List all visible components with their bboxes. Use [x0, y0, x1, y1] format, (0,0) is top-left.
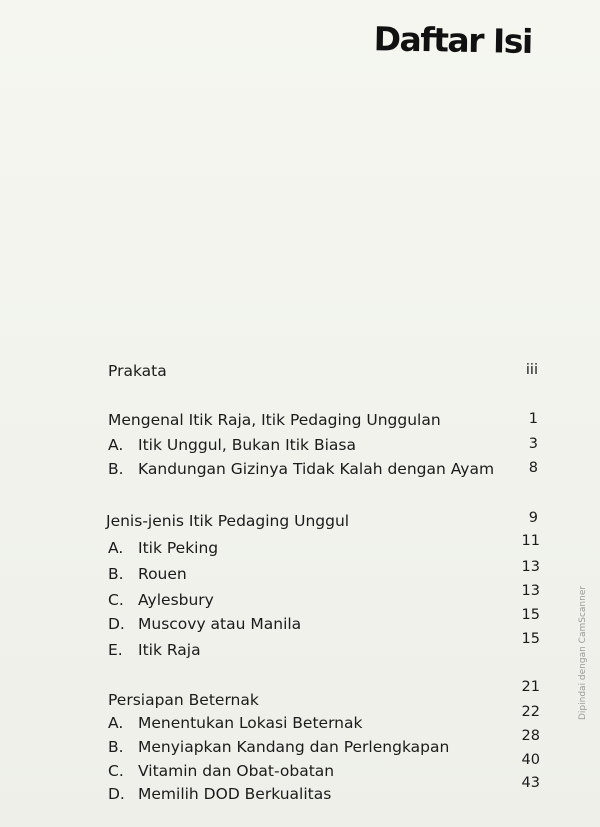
toc-entry-page: 13 — [521, 559, 540, 575]
toc-entry-page: 11 — [521, 533, 540, 549]
toc-entry-label: Vitamin dan Obat-obatan — [138, 762, 335, 780]
toc-entry-label: Persiapan Beternak — [108, 691, 259, 709]
toc-entry-label: Prakata — [108, 362, 167, 380]
toc-entry-page: 40 — [521, 752, 540, 768]
toc-chapter-3 — [0, 679, 600, 713]
toc-section-3c — [0, 752, 600, 784]
toc-section-2d — [0, 607, 600, 637]
toc-section-2a — [0, 533, 600, 561]
toc-entry-label: Menentukan Lokasi Beternak — [138, 714, 363, 732]
toc-entry-letter: A. — [108, 714, 124, 732]
toc-entry-label: Menyiapkan Kandang dan Perlengkapan — [138, 738, 450, 756]
toc-entry-label: Kandungan Gizinya Tidak Kalah dengan Ayam — [138, 460, 495, 478]
toc-entry-label: Aylesbury — [138, 591, 214, 609]
toc-entry-page: 9 — [528, 510, 538, 526]
toc-section-2b — [0, 559, 600, 587]
toc-entry-letter: E. — [108, 641, 123, 659]
toc-section-1b — [0, 460, 600, 482]
toc-entry-page: 15 — [521, 607, 540, 623]
toc-chapter-2 — [0, 512, 600, 534]
toc-entry-letter: B. — [108, 460, 124, 478]
toc-section-2c — [0, 583, 600, 613]
toc-section-3b — [0, 728, 600, 760]
toc-entry-page: 15 — [521, 631, 540, 647]
toc-section-3a — [0, 704, 600, 736]
toc-entry-label: Muscovy atau Manila — [138, 615, 302, 633]
toc-entry-letter: D. — [108, 615, 125, 633]
toc-entry-page: 13 — [521, 583, 540, 599]
toc-entry-label: Memilih DOD Berkualitas — [138, 785, 332, 803]
toc-entry-page: iii — [525, 362, 538, 378]
toc-entry-letter: B. — [108, 565, 124, 583]
toc-entry-letter: C. — [108, 591, 124, 609]
toc-entry-page: 1 — [528, 411, 538, 427]
toc-entry-page: 28 — [521, 728, 540, 744]
toc-entry-label: Itik Raja — [138, 641, 201, 659]
toc-entry-prakata — [0, 362, 600, 384]
toc-entry-letter: A. — [108, 436, 124, 454]
toc-entry-letter: C. — [108, 762, 124, 780]
toc-entry-label: Itik Unggul, Bukan Itik Biasa — [138, 436, 356, 454]
toc-entry-page: 3 — [528, 436, 538, 452]
toc-entry-label: Mengenal Itik Raja, Itik Pedaging Unggulan — [108, 411, 441, 429]
toc-entry-page: 21 — [521, 679, 540, 695]
bleed-through-text — [90, 100, 560, 125]
toc-entry-page: 22 — [521, 704, 540, 720]
toc-entry-label: Rouen — [138, 565, 187, 583]
toc-entry-page: 8 — [528, 460, 538, 476]
toc-section-1a — [0, 436, 600, 458]
toc-section-2e — [0, 631, 600, 663]
toc-entry-letter: B. — [108, 738, 124, 756]
page-title: Daftar Isi — [373, 19, 532, 61]
toc-chapter-1 — [0, 411, 600, 433]
scanner-watermark: Dipindai dengan CamScanner — [578, 585, 588, 720]
toc-entry-letter: D. — [108, 785, 125, 803]
toc-entry-label: Itik Peking — [138, 539, 219, 557]
toc-entry-letter: A. — [108, 539, 124, 557]
toc-entry-page: 43 — [521, 775, 540, 791]
toc-section-3d — [0, 775, 600, 807]
toc-entry-label: Jenis-jenis Itik Pedaging Unggul — [106, 512, 350, 530]
